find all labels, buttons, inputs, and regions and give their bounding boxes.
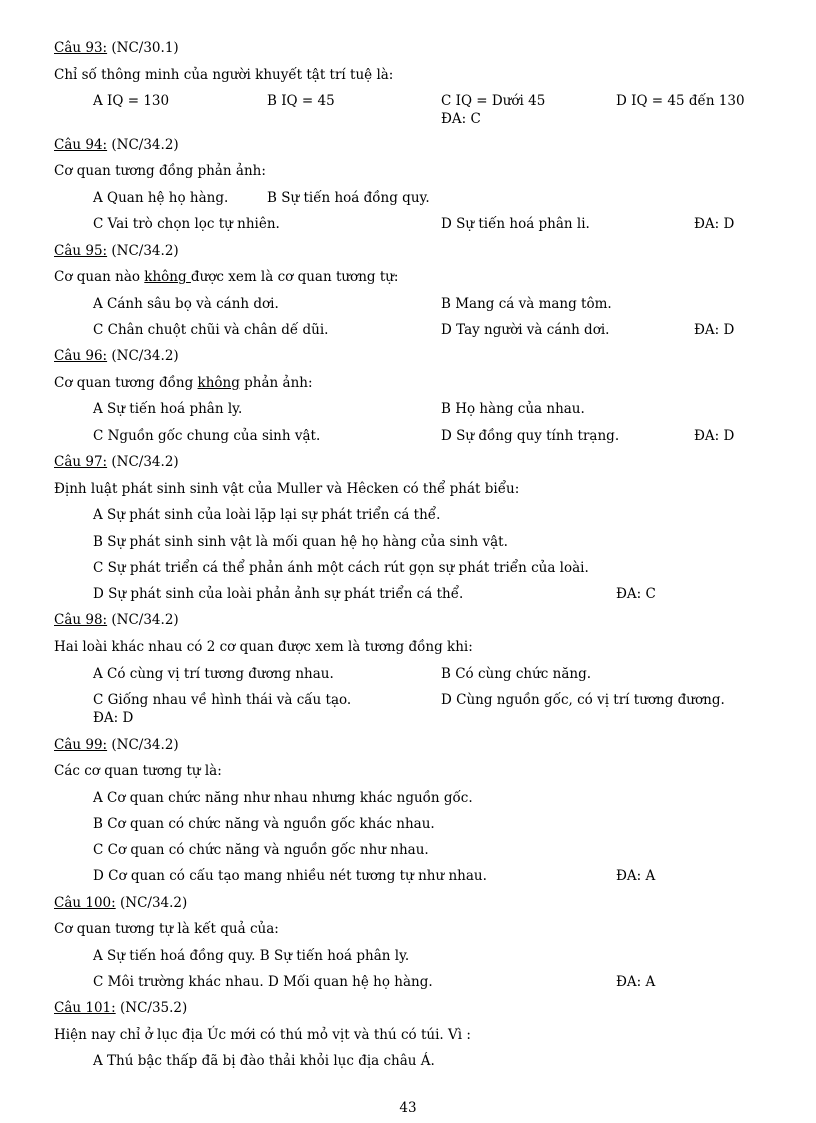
answer-key: ĐA: D xyxy=(694,322,735,338)
option-b: B IQ = 45 xyxy=(267,93,335,109)
stem-text: Cơ quan tương đồng xyxy=(54,375,198,391)
option-a: A Quan hệ họ hàng. xyxy=(93,190,229,206)
question-stem: Hiện nay chỉ ở lục địa Úc mới có thú mỏ vịt và thú có túi. Vì : xyxy=(54,1027,471,1043)
option-a: A Có cùng vị trí tương đương nhau. xyxy=(93,666,334,682)
question-stem: Cơ quan tương tự là kết quả của: xyxy=(54,921,279,937)
question-number: Câu 98: xyxy=(54,612,108,628)
option-c: C IQ = Dưới 45 xyxy=(441,93,546,109)
option-c: C Giống nhau về hình thái và cấu tạo. xyxy=(93,692,352,708)
option-a: A Cánh sâu bọ và cánh dơi. xyxy=(93,296,279,312)
question-number: Câu 94: xyxy=(54,137,108,153)
question-stem: Định luật phát sinh sinh vật của Muller và Hêcken có thể phát biểu: xyxy=(54,481,520,497)
question-code: (NC/34.2) xyxy=(111,137,179,153)
question-stem xyxy=(54,375,313,391)
answer-key: ĐA: C xyxy=(441,111,481,127)
stem-text: phản ảnh: xyxy=(239,375,313,391)
answer-key: ĐA: A xyxy=(616,868,656,884)
answer-key: ĐA: A xyxy=(616,974,656,990)
option-a: A IQ = 130 xyxy=(93,93,170,109)
question-header xyxy=(54,454,179,470)
question-number: Câu 99: xyxy=(54,737,108,753)
question-header xyxy=(54,243,179,259)
option-c: C Nguồn gốc chung của sinh vật. xyxy=(93,428,321,444)
question-header xyxy=(54,737,179,753)
option-d: D Cùng nguồn gốc, có vị trí tương đương. xyxy=(441,692,725,708)
option-d: D Sự đồng quy tính trạng. xyxy=(441,428,620,444)
question-header xyxy=(54,40,179,56)
answer-key: ĐA: D xyxy=(694,428,735,444)
option-d: D Sự tiến hoá phân li. xyxy=(441,216,590,232)
question-code: (NC/34.2) xyxy=(111,612,179,628)
answer-key: ĐA: D xyxy=(694,216,735,232)
option-b: B Mang cá và mang tôm. xyxy=(441,296,612,312)
option-d: D IQ = 45 đến 130 xyxy=(616,93,745,109)
stem-text: Cơ quan nào xyxy=(54,269,145,285)
question-header xyxy=(54,137,179,153)
question-stem: Hai loài khác nhau có 2 cơ quan được xem là tương đồng khi: xyxy=(54,639,473,655)
question-code: (NC/30.1) xyxy=(111,40,179,56)
option-b: B Sự tiến hoá đồng quy. xyxy=(267,190,430,206)
question-number: Câu 97: xyxy=(54,454,108,470)
question-header xyxy=(54,348,179,364)
option-a: A Sự phát sinh của loài lặp lại sự phát triển cá thể. xyxy=(93,507,441,523)
question-code: (NC/34.2) xyxy=(111,737,179,753)
option-b: B Có cùng chức năng. xyxy=(441,666,592,682)
question-header xyxy=(54,1000,187,1016)
question-code: (NC/35.2) xyxy=(119,1000,188,1016)
option-c: C Sự phát triển cá thể phản ánh một cách rút gọn sự phát triển của loài. xyxy=(93,560,589,576)
option-c: C Vai trò chọn lọc tự nhiên. xyxy=(93,216,280,232)
question-number: Câu 101: xyxy=(54,1000,116,1016)
stem-emphasis: không xyxy=(144,269,191,285)
question-code: (NC/34.2) xyxy=(111,243,179,259)
option-c: C Cơ quan có chức năng và nguồn gốc như nhau. xyxy=(93,842,429,858)
option-a: A Cơ quan chức năng như nhau nhưng khác nguồn gốc. xyxy=(93,790,473,806)
question-stem: Chỉ số thông minh của người khuyết tật trí tuệ là: xyxy=(54,67,394,83)
question-stem xyxy=(54,269,398,285)
question-header xyxy=(54,612,179,628)
question-number: Câu 93: xyxy=(54,40,108,56)
option-b: B Cơ quan có chức năng và nguồn gốc khác nhau. xyxy=(93,816,435,832)
option-b: B Họ hàng của nhau. xyxy=(441,401,585,417)
answer-key: ĐA: D xyxy=(93,710,134,726)
question-number: Câu 96: xyxy=(54,348,108,364)
question-code: (NC/34.2) xyxy=(111,454,179,470)
stem-emphasis: không xyxy=(197,375,240,391)
option-d: D Sự phát sinh của loài phản ảnh sự phát triển cá thể. xyxy=(93,586,464,602)
option-a-b: A Sự tiến hoá đồng quy. B Sự tiến hoá phân ly. xyxy=(93,948,410,964)
question-number: Câu 95: xyxy=(54,243,108,259)
question-number: Câu 100: xyxy=(54,895,116,911)
option-a: A Thú bậc thấp đã bị đào thải khỏi lục địa châu Á. xyxy=(93,1053,435,1069)
question-stem: Cơ quan tương đồng phản ảnh: xyxy=(54,163,266,179)
question-stem: Các cơ quan tương tự là: xyxy=(54,763,222,779)
option-c: C Chân chuột chũi và chân dế dũi. xyxy=(93,322,329,338)
option-c-d: C Môi trường khác nhau. D Mối quan hệ họ hàng. xyxy=(93,974,433,990)
stem-text: được xem là cơ quan tương tự: xyxy=(190,269,399,285)
question-code: (NC/34.2) xyxy=(111,348,179,364)
option-d: D Tay người và cánh dơi. xyxy=(441,322,610,338)
question-header xyxy=(54,895,187,911)
option-d: D Cơ quan có cấu tạo mang nhiều nét tương tự như nhau. xyxy=(93,868,487,884)
page-number: 43 xyxy=(399,1100,417,1116)
question-code: (NC/34.2) xyxy=(119,895,188,911)
answer-key: ĐA: C xyxy=(616,586,656,602)
option-b: B Sự phát sinh sinh vật là mối quan hệ họ hàng của sinh vật. xyxy=(93,534,508,550)
option-a: A Sự tiến hoá phân ly. xyxy=(93,401,243,417)
